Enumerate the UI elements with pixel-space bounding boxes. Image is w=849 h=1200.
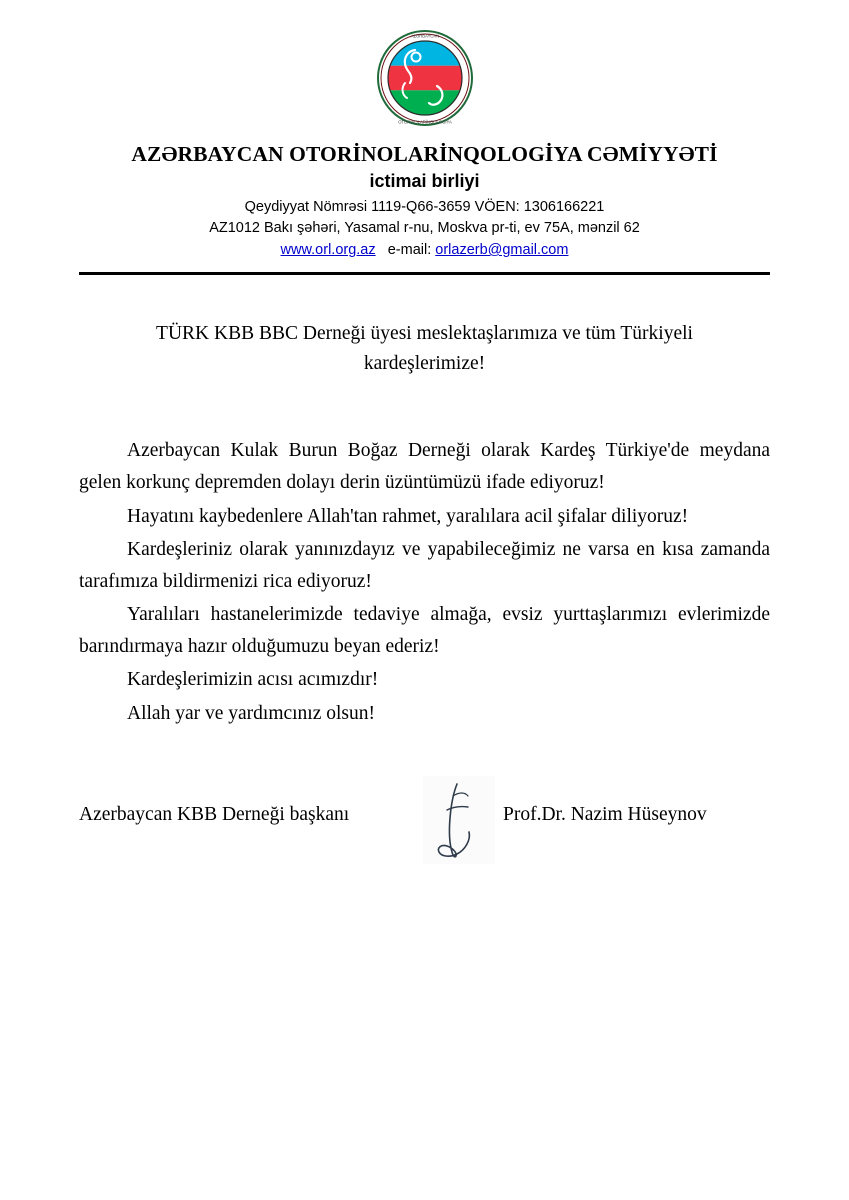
logo-container — [0, 26, 849, 130]
registration-line: Qeydiyyat Nömrəsi 1119-Q66-3659 VÖEN: 1306166221 — [244, 199, 605, 215]
paragraph-1: Azerbaycan Kulak Burun Boğaz Derneği olarak Kardeş Türkiye'de meydana gelen korkunç depremden dolayı derin üzüntümüzü ifade ediyoruz! — [79, 440, 770, 494]
website-link[interactable]: www.orl.org.az — [280, 242, 376, 258]
paragraph-3: Kardeşleriniz olarak yanınızdayız ve yapabileceğimiz ne varsa en kısa zamanda tarafımıza bildirmenizi rica ediyoruz! — [79, 539, 770, 592]
organization-title: AZƏRBAYCAN OTORİNOLARİNQOLOGİYA CƏMİYYƏTİ — [131, 142, 718, 166]
society-emblem-icon — [375, 28, 475, 128]
svg-text:OTORİNOLARİNQOLOGİYA: OTORİNOLARİNQOLOGİYA — [397, 119, 452, 125]
email-label: e-mail: — [387, 242, 432, 258]
signature-image — [423, 776, 495, 864]
salutation-text: TÜRK KBB BBC Derneği üyesi meslektaşlarımıza ve tüm Türkiyeli kardeşlerimize! — [156, 323, 693, 375]
paragraph-4: Yaralıları hastanelerimizde tedaviye almağa, evsiz yurttaşlarımızı evlerimizde barındırmaya hazır olduğumuzu beyan ederiz! — [79, 604, 770, 657]
signature-block — [79, 776, 770, 876]
paragraph-2: Hayatını kaybedenlere Allah'tan rahmet, yaralılara acil şifalar diliyoruz! — [127, 505, 689, 527]
email-link[interactable]: orlazerb@gmail.com — [435, 242, 569, 258]
signature-left-title: Azerbaycan KBB Derneği başkanı — [79, 803, 350, 825]
contact-line — [0, 242, 849, 258]
address-line: AZ1012 Bakı şəhəri, Yasamal r-nu, Moskva pr-ti, ev 75A, mənzil 62 — [209, 220, 640, 236]
paragraph-5: Kardeşlerimizin acısı acımızdır! — [127, 669, 379, 691]
svg-text:AZƏRBAYCAN: AZƏRBAYCAN — [410, 33, 439, 39]
letter-body — [79, 275, 770, 730]
organization-subtitle: ictimai birliyi — [369, 171, 480, 191]
letterhead — [0, 0, 849, 275]
signature-name: Prof.Dr. Nazim Hüseynov — [503, 803, 707, 825]
paragraph-6: Allah yar ve yardımcınız olsun! — [127, 703, 376, 725]
